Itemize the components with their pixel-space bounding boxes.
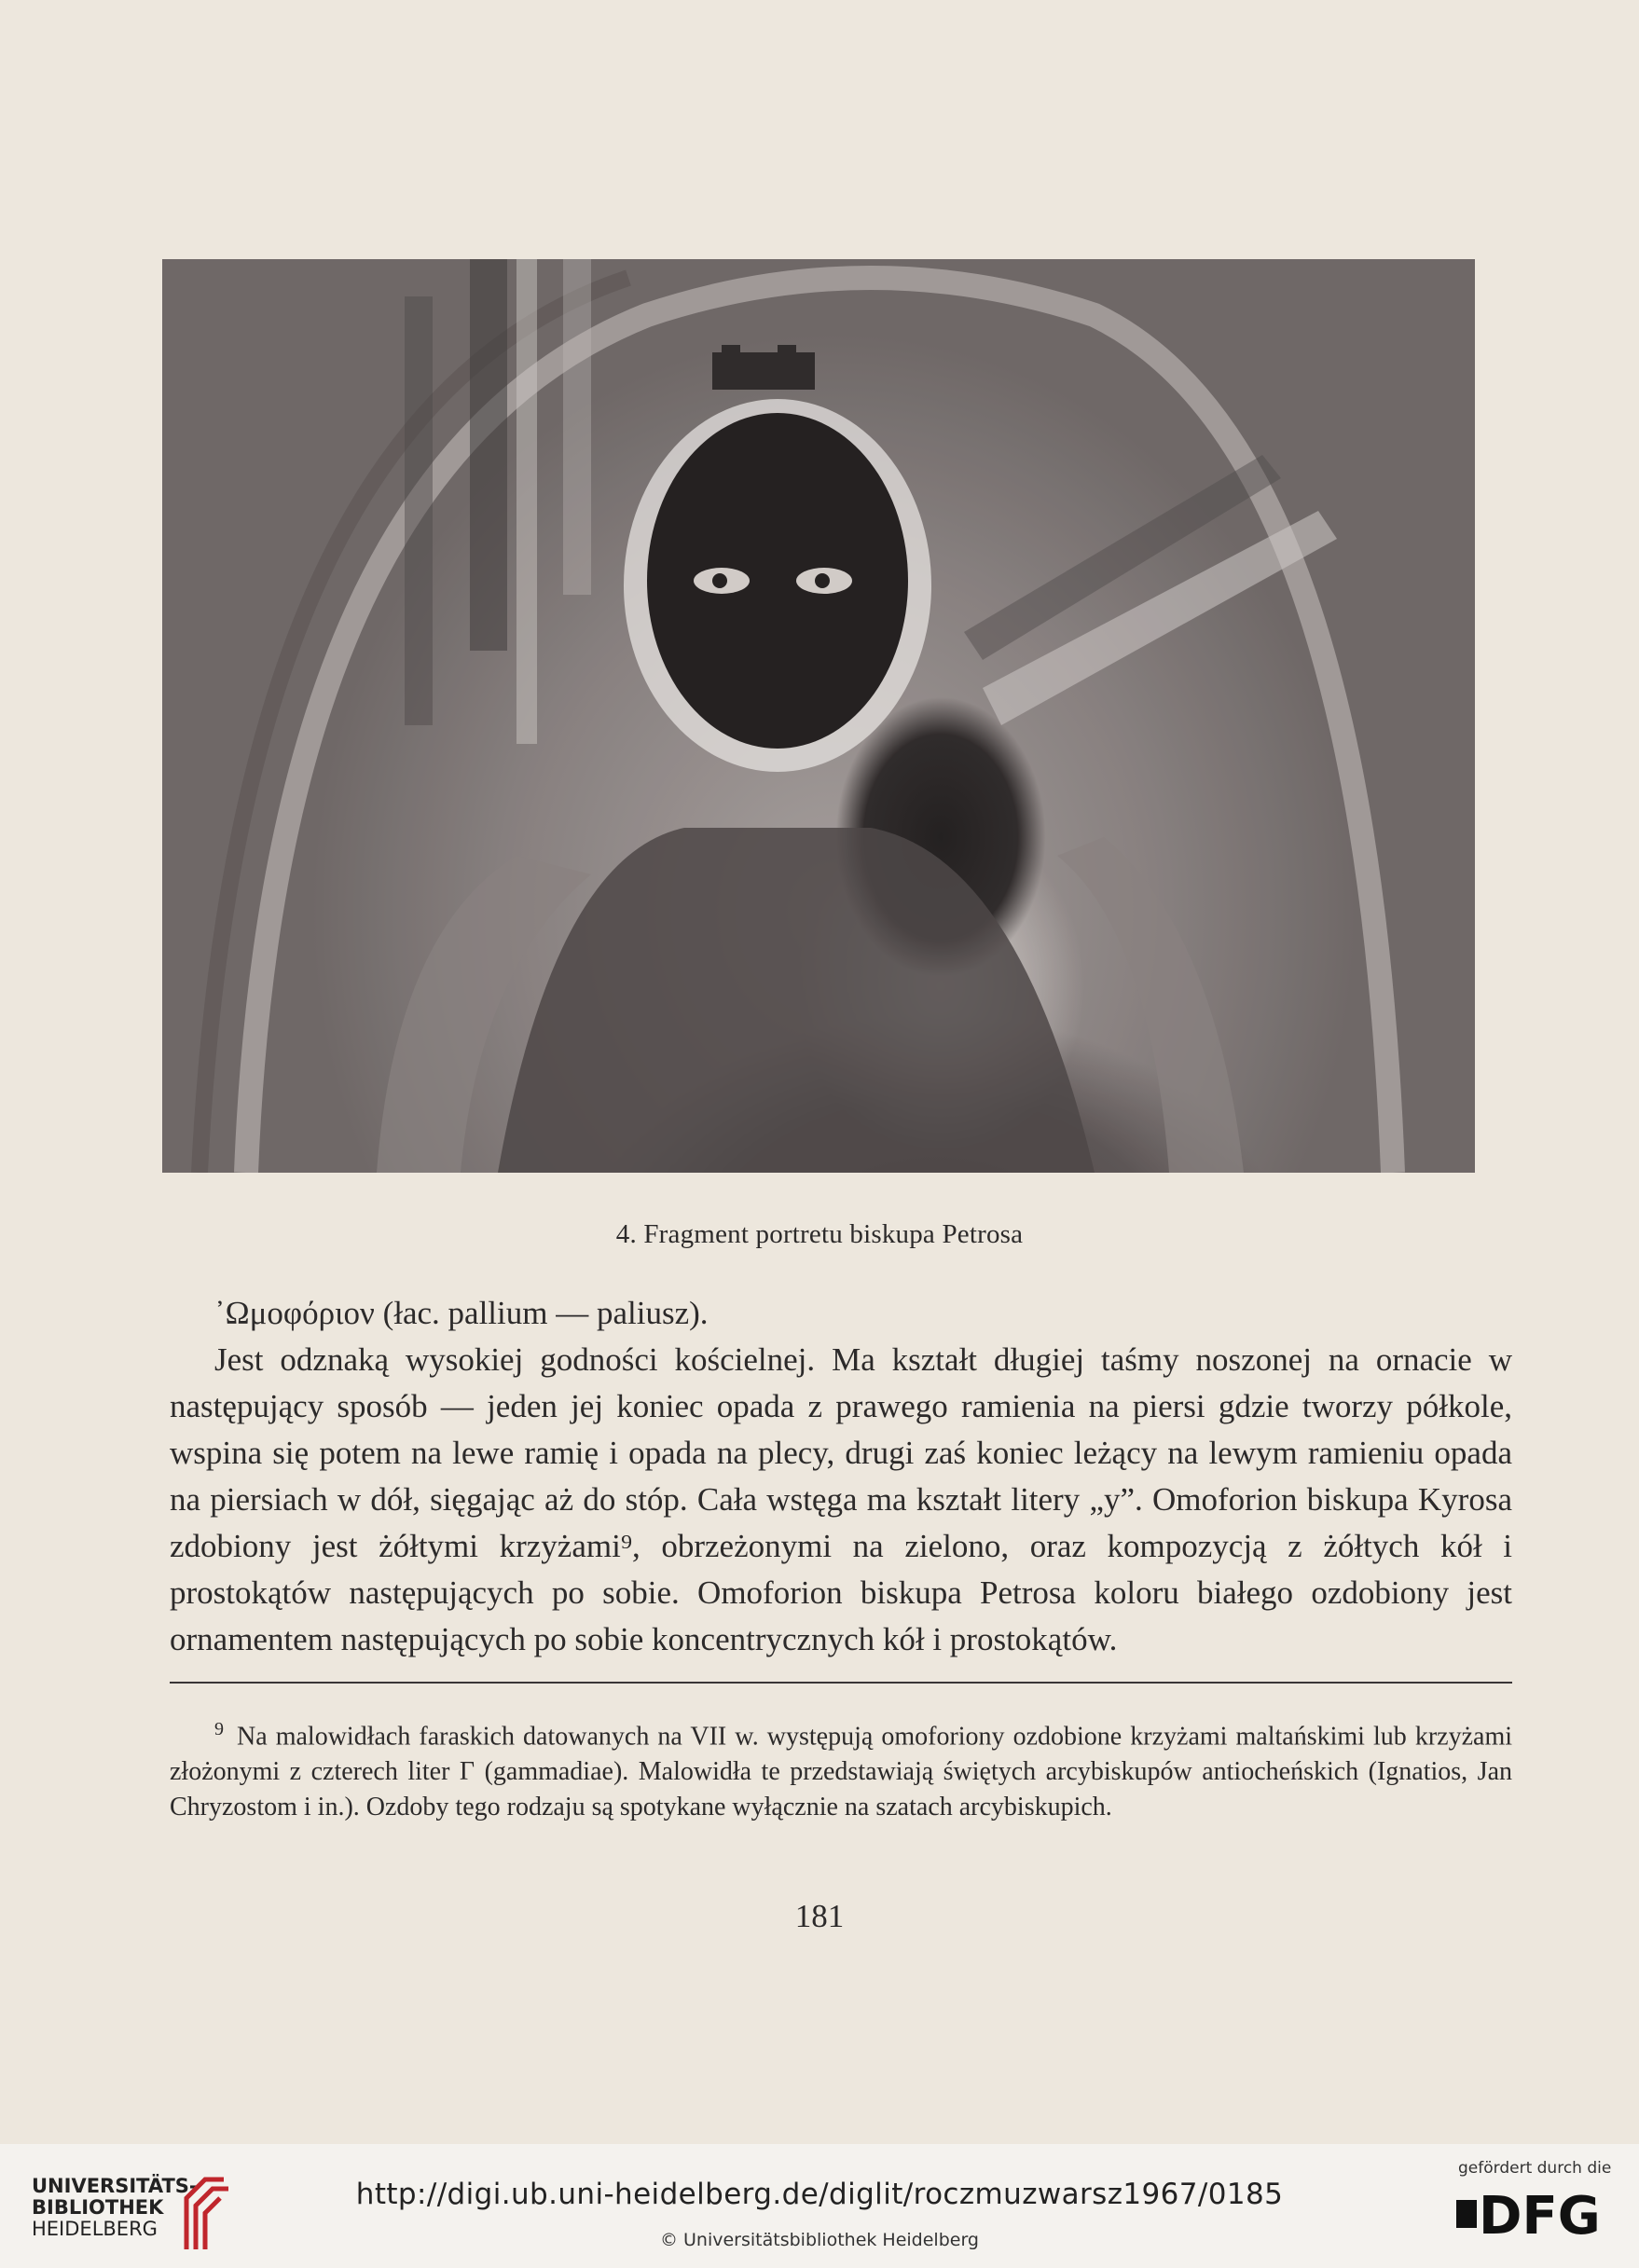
copyright-notice: © Universitätsbibliothek Heidelberg bbox=[659, 2230, 979, 2250]
digitization-footer bbox=[0, 2144, 1639, 2268]
body-text bbox=[170, 1290, 1512, 1663]
dfg-logo-icon bbox=[1456, 2185, 1615, 2243]
footnote-text: Na malowidłach faraskich datowanych na VII w. występują omoforiony ozdobione krzyżami maltańskimi lub krzyżami złożonymi z czterech liter Γ (gammadiae). Malowidła te przedstawiają świętych arcybiskupów antiocheńskich (Ignatios, Jan Chryzostom i in.). Ozdoby tego rodzaju są spotykane wyłącznie na szatach arcybiskupich. bbox=[170, 1722, 1512, 1822]
fresco-illustration bbox=[162, 259, 1475, 1173]
footnote-divider bbox=[170, 1682, 1512, 1684]
paragraph-term: ᾿Ωμοφόριον (łac. pallium — paliusz). bbox=[214, 1295, 709, 1331]
paragraph-description: Jest odznaką wysokiej godności kościelnej. Ma kształt długiej taśmy noszonej na ornacie w następujący sposób — jeden jej koniec opada z prawego ramienia na piersi gdzie tworzy półkole, wspina się potem na lewe ramię i opada na plecy, drugi zaś koniec leżący na lewym ramieniu opada na piersiach w dół, sięgając aż do stóp. Cała wstęga ma kształt litery „y”. Omoforion biskupa Kyrosa zdobiony jest żółtymi krzyżami⁹, obrzeżonymi na zielono, oraz kompozycją z żółtych kół i prostokątów następujących po sobie. Omoforion biskupa Petrosa koloru białego ozdobiony jest ornamentem następujących po sobie koncentrycznych kół i prostokątów. bbox=[170, 1341, 1512, 1657]
portrait-photograph bbox=[162, 259, 1475, 1173]
library-name-line-2: BIBLIOTHEK bbox=[32, 2196, 164, 2219]
footnote bbox=[170, 1711, 1512, 1825]
funder-label: gefördert durch die bbox=[1458, 2159, 1612, 2178]
figure-caption: 4. Fragment portretu biskupa Petrosa bbox=[615, 1219, 1024, 1249]
permalink[interactable]: http://digi.ub.uni-heidelberg.de/diglit/roczmuzwarsz1967/0185 bbox=[355, 2178, 1284, 2211]
dfg-logo-text: DFG bbox=[1479, 2186, 1601, 2243]
library-name-line-1: UNIVERSITÄTS- bbox=[32, 2175, 198, 2197]
library-name-line-3: HEIDELBERG bbox=[32, 2218, 158, 2240]
page-number: 181 bbox=[794, 1898, 845, 1934]
footnote-number: 9 bbox=[214, 1719, 224, 1739]
